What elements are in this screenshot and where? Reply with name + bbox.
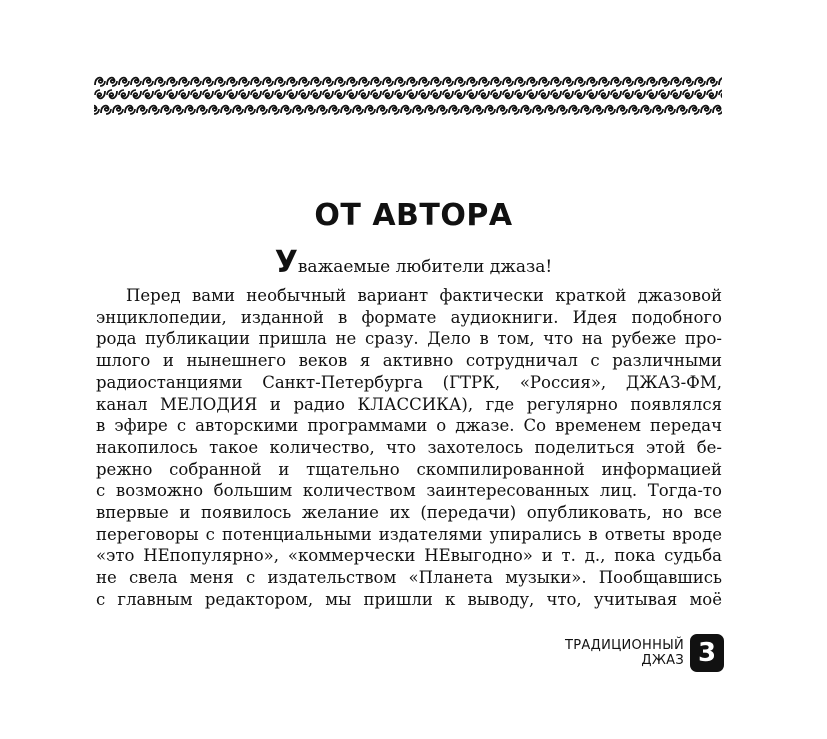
text-line: режно собранной и тщательно скомпилированной информацией — [96, 459, 722, 479]
text-line: в эфире с авторскими программами о джазе. Со временем передач — [96, 416, 722, 436]
greeting-line — [0, 245, 827, 280]
text-line: с возможно большим количеством заинтересованных лиц. Тогда-то — [96, 481, 722, 501]
section-label-line2: ДЖАЗ — [641, 653, 684, 668]
text-line: с главным редактором, мы пришли к выводу, что, учитывая моё — [96, 589, 722, 609]
page-number-badge: 3 — [690, 634, 724, 672]
text-line: канал МЕЛОДИЯ и радио КЛАССИКА), где регулярно появлялся — [96, 394, 722, 414]
dropcap-letter: У — [274, 245, 298, 280]
greeting-text: важаемые любители джаза! — [297, 257, 553, 277]
section-label — [565, 638, 684, 668]
text-line: энциклопедии, изданной в формате аудиокниги. Идея подобного — [96, 307, 722, 327]
text-line: накопилось такое количество, что захотелось поделиться этой бе- — [96, 437, 722, 457]
section-label-line1: ТРАДИЦИОННЫЙ — [565, 638, 684, 653]
body-paragraph — [96, 285, 722, 611]
text-line: впервые и появилось желание их (передачи) опубликовать, но все — [96, 503, 722, 523]
decorative-border-ornament — [94, 74, 722, 118]
text-line: «это НЕпопулярно», «коммерчески НЕвыгодно» и т. д., пока судьба — [96, 546, 722, 566]
text-line: шлого и нынешнего веков я активно сотрудничал с различными — [96, 351, 722, 371]
text-line: Перед вами необычный вариант фактически краткой джазовой — [126, 286, 722, 305]
text-line: переговоры с потенциальными издателями упирались в ответы вроде — [96, 524, 722, 544]
page-footer — [565, 634, 724, 672]
text-line: не свела меня с издательством «Планета музыки». Пообщавшись — [96, 568, 722, 588]
text-line: рода публикации пришла не сразу. Дело в том, что на рубеже про- — [96, 329, 722, 349]
page-title: ОТ АВТОРА — [314, 198, 513, 233]
text-line: радиостанциями Санкт-Петербурга (ГТРК, «Россия», ДЖАЗ-ФМ, — [96, 372, 722, 392]
